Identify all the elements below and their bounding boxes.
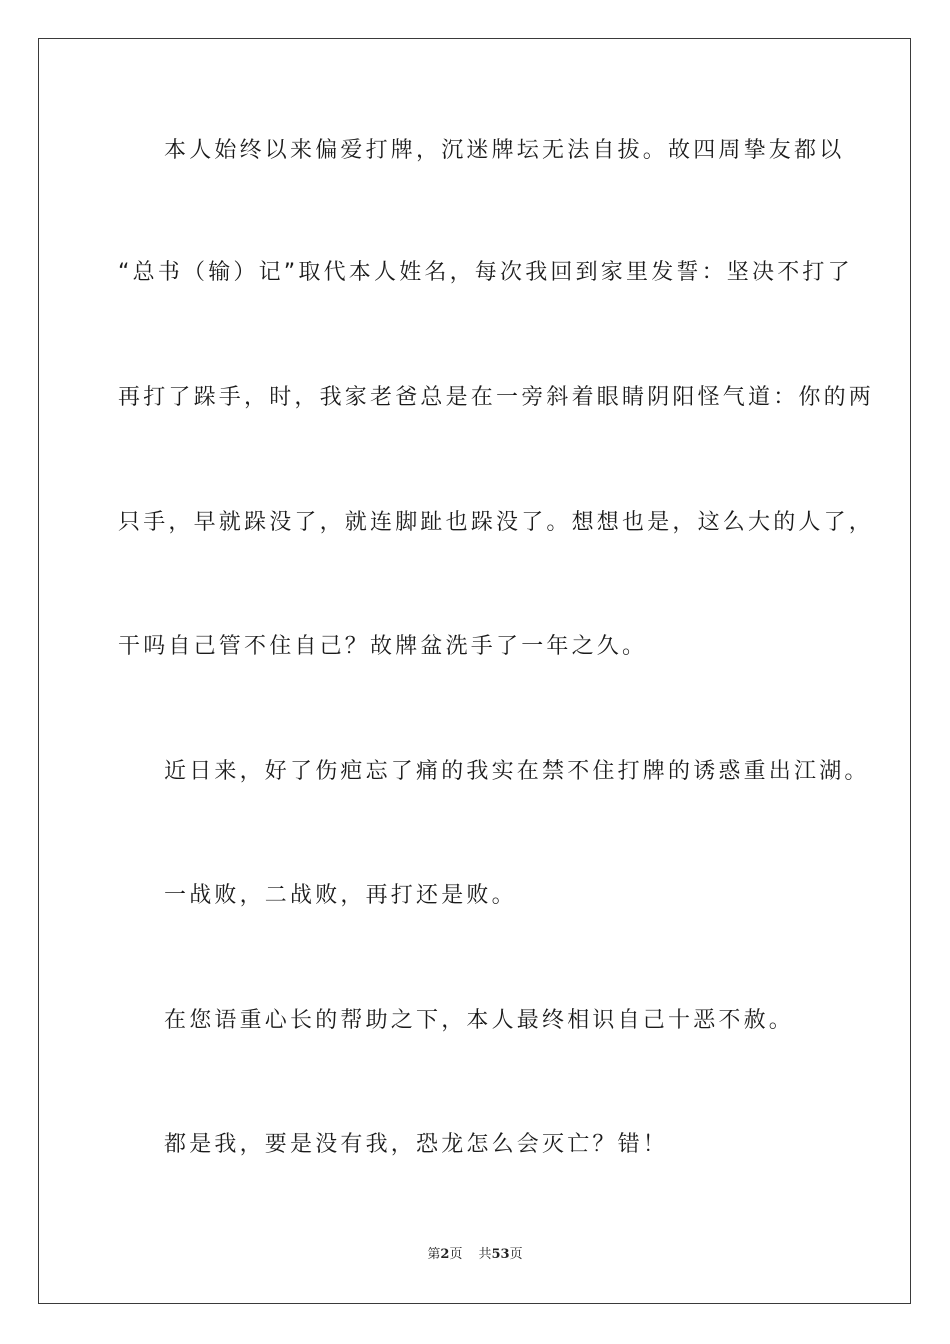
paragraph-line-6: 近日来，好了伤疤忘了痛的我实在禁不住打牌的诱惑重出江湖。	[164, 759, 870, 784]
paragraph-line-5: 干吗自己管不住自己？故牌盆洗手了一年之久。	[118, 634, 648, 659]
page-label-prefix: 第	[427, 1247, 441, 1262]
total-page-count: 53	[491, 1247, 510, 1262]
current-page-number: 2	[440, 1247, 450, 1262]
total-label-suffix: 页	[509, 1247, 523, 1262]
page-label-suffix: 页	[449, 1247, 463, 1262]
paragraph-line-7: 一战败，二战败，再打还是败。	[164, 883, 517, 908]
paragraph-line-3: 再打了跺手，时，我家老爸总是在一旁斜着眼睛阴阳怪气道：你的两	[118, 385, 875, 410]
paragraph-line-2: “总书（输）记”取代本人姓名，每次我回到家里发誓：坚决不打了	[118, 260, 853, 285]
paragraph-line-9: 都是我，要是没有我，恐龙怎么会灭亡？错！	[164, 1132, 669, 1157]
page-border	[38, 38, 911, 1304]
paragraph-line-1: 本人始终以来偏爱打牌，沉迷牌坛无法自拔。故四周挚友都以	[164, 138, 845, 163]
page-footer	[0, 1246, 950, 1264]
paragraph-line-4: 只手，早就跺没了，就连脚趾也跺没了。想想也是，这么大的人了，	[118, 510, 875, 535]
total-label-prefix: 共	[478, 1247, 492, 1262]
paragraph-line-8: 在您语重心长的帮助之下，本人最终相识自己十恶不赦。	[164, 1008, 795, 1033]
